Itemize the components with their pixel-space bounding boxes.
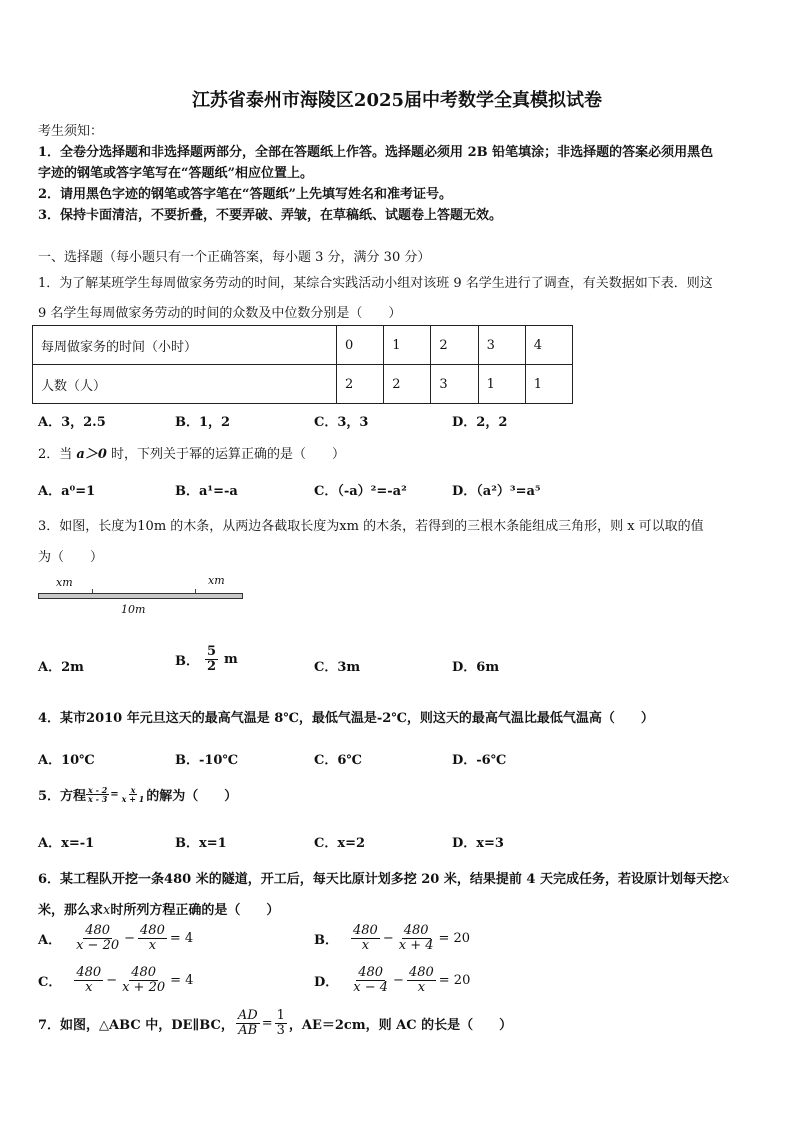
equals-sign: = bbox=[110, 789, 119, 800]
fraction bbox=[351, 924, 380, 952]
q3-option-b-unit: m bbox=[224, 651, 238, 667]
fraction bbox=[351, 966, 390, 994]
q1-option-d[interactable]: D．2，2 bbox=[452, 415, 508, 430]
option-label: A． bbox=[38, 932, 62, 948]
fraction-numerator: 480 bbox=[403, 923, 429, 938]
fraction-numerator: x bbox=[130, 784, 136, 795]
note-1-cont: 字迹的钢笔或答字笔写在“答题纸”相应位置上。 bbox=[38, 166, 313, 181]
q1-stem-cont: 9 名学生每周做家务劳动的时间的众数及中位数分别是（ ） bbox=[38, 306, 402, 321]
fraction bbox=[74, 924, 121, 952]
minus-sign: − bbox=[124, 930, 136, 946]
fraction bbox=[74, 966, 103, 994]
q3-option-d[interactable]: D．6m bbox=[452, 660, 500, 675]
q4-option-b[interactable]: B．-10℃ bbox=[175, 753, 239, 768]
q6-option-b[interactable] bbox=[314, 924, 470, 952]
q5-stem-suffix: 的解为（ ） bbox=[146, 789, 238, 804]
q2-option-a[interactable]: A．a⁰=1 bbox=[38, 484, 96, 499]
fraction-numerator: 480 bbox=[140, 923, 165, 938]
wooden-stick-figure bbox=[38, 593, 243, 599]
fraction-denominator: 2 bbox=[207, 658, 217, 674]
table-cell: 1 bbox=[525, 365, 572, 404]
table-cell: 0 bbox=[337, 326, 384, 365]
q6-stem bbox=[38, 868, 729, 887]
fraction bbox=[275, 1009, 287, 1037]
q3-stem: 3．如图，长度为10m 的木条，从两边各截取长度为xm 的木条，若得到的三根木条能组成三角形，则 x 可以取的值 bbox=[38, 519, 704, 534]
fraction-numerator: 480 bbox=[353, 923, 378, 938]
fraction-denominator: x bbox=[417, 979, 426, 995]
q2-stem bbox=[38, 443, 345, 462]
q3-option-b-label: B． bbox=[175, 653, 199, 669]
fraction-numerator: 480 bbox=[408, 965, 434, 980]
fraction-numerator: AD bbox=[237, 1008, 258, 1023]
fraction bbox=[86, 786, 109, 804]
q3-option-a[interactable]: A．2m bbox=[38, 660, 84, 675]
table-cell: 3 bbox=[478, 326, 525, 365]
q2-option-b[interactable]: B．a¹=-a bbox=[175, 484, 238, 499]
q6-stem-text: 6．某工程队开挖一条480 米的隧道，开工后，每天比原计划多挖 20 米，结果提前 4 天完成任务，若设原计划每天挖 bbox=[38, 872, 722, 887]
fraction-numerator: 1 bbox=[276, 1008, 285, 1023]
fraction-denominator: 3 bbox=[276, 1022, 285, 1038]
table-cell: 2 bbox=[337, 365, 384, 404]
minus-sign: − bbox=[382, 930, 394, 946]
q2-option-c[interactable]: C．（-a）²=-a² bbox=[314, 484, 407, 499]
q6-stem-cont-suffix: 时所列方程正确的是（ ） bbox=[110, 903, 280, 918]
q5-option-d[interactable]: D．x=3 bbox=[452, 836, 504, 851]
q1-table bbox=[32, 325, 573, 404]
option-label: C． bbox=[38, 974, 62, 990]
fraction-denominator: x − 4 bbox=[353, 979, 389, 995]
q5-stem bbox=[38, 785, 237, 804]
q4-option-d[interactable]: D．-6℃ bbox=[452, 753, 507, 768]
q1-option-c[interactable]: C．3，3 bbox=[314, 415, 369, 430]
fraction bbox=[236, 1009, 260, 1037]
table-row bbox=[33, 326, 573, 365]
q1-stem: 1．为了解某班学生每周做家务劳动的时间，某综合实践活动小组对该班 9 名学生进行了调查，有关数据如下表．则这 bbox=[38, 276, 713, 291]
q6-option-a[interactable] bbox=[38, 924, 193, 952]
q5-stem-prefix: 5．方程 bbox=[38, 789, 87, 804]
note-1: 1．全卷分选择题和非选择题两部分，全部在答题纸上作答。选择题必须用 2B 铅笔填涂；非选择题的答案必须用黑色 bbox=[38, 145, 714, 160]
q6-stem-cont-text: 米，那么求 bbox=[38, 903, 104, 918]
fraction-numerator: 480 bbox=[76, 965, 102, 980]
q3-option-b[interactable] bbox=[175, 645, 238, 673]
fraction-denominator: x + 4 bbox=[398, 937, 434, 953]
fraction-denominator: x + 20 bbox=[122, 979, 166, 995]
equation-rhs: = 20 bbox=[438, 972, 471, 988]
figure-label-total: 10m bbox=[121, 603, 146, 616]
q3-option-c[interactable]: C．3m bbox=[314, 660, 361, 675]
q7-stem-suffix: ，AE＝2cm，则 AC 的长是（ ） bbox=[288, 1017, 513, 1033]
fraction-numerator: 480 bbox=[131, 965, 157, 980]
fraction bbox=[397, 924, 436, 952]
fraction-numerator: x - 2 bbox=[88, 784, 108, 795]
q4-option-a[interactable]: A．10℃ bbox=[38, 753, 95, 768]
option-label: D． bbox=[314, 974, 339, 990]
figure-label-right: xm bbox=[208, 574, 225, 587]
table-cell: 1 bbox=[384, 326, 431, 365]
figure-label-left: xm bbox=[56, 576, 73, 589]
q1-option-b[interactable]: B．1，2 bbox=[175, 415, 231, 430]
minus-sign: − bbox=[393, 972, 404, 988]
fraction-numerator: 480 bbox=[85, 923, 111, 938]
q6-variable: x bbox=[721, 872, 730, 887]
equation-rhs: = 20 bbox=[438, 930, 471, 946]
table-cell: 3 bbox=[431, 365, 478, 404]
fraction bbox=[138, 924, 167, 952]
q6-variable: x bbox=[103, 903, 111, 918]
option-label: B． bbox=[314, 932, 338, 948]
equation-rhs: = 4 bbox=[169, 930, 194, 946]
section-heading: 一、选择题（每小题只有一个正确答案，每小题 3 分，满分 30 分） bbox=[38, 250, 431, 265]
q6-option-d[interactable] bbox=[314, 966, 470, 994]
fraction-denominator: x + 1 bbox=[121, 794, 145, 804]
table-cell: 4 bbox=[525, 326, 572, 365]
q5-option-b[interactable]: B．x=1 bbox=[175, 836, 227, 851]
fraction-denominator: x − 20 bbox=[76, 937, 120, 953]
fraction bbox=[120, 966, 167, 994]
fraction bbox=[205, 645, 218, 673]
note-3: 3．保持卡面清洁，不要折叠，不要弄破、弄皱，在草稿纸、试题卷上答题无效。 bbox=[38, 208, 503, 223]
q4-option-c[interactable]: C．6℃ bbox=[314, 753, 362, 768]
table-cell: 每周做家务的时间（小时） bbox=[33, 326, 337, 365]
fraction bbox=[407, 966, 436, 994]
minus-sign: − bbox=[106, 972, 118, 988]
q2-stem-prefix: 2．当 bbox=[38, 447, 77, 462]
q2-condition: a＞0 bbox=[76, 447, 107, 462]
table-cell: 人数（人） bbox=[33, 365, 337, 404]
q7-stem-prefix: 7．如图，△ABC 中，DE∥BC， bbox=[38, 1017, 234, 1033]
page-title: 江苏省泰州市海陵区2025届中考数学全真模拟试卷 bbox=[191, 90, 603, 111]
fraction bbox=[120, 786, 147, 804]
table-cell: 2 bbox=[431, 326, 478, 365]
equation-rhs: = 4 bbox=[170, 972, 194, 988]
q4-stem: 4．某市2010 年元旦这天的最高气温是 8℃，最低气温是-2℃，则这天的最高气温比最低气温高（ ） bbox=[38, 711, 654, 726]
q5-option-c[interactable]: C．x=2 bbox=[314, 836, 366, 851]
q7-stem bbox=[38, 1009, 512, 1037]
table-cell: 1 bbox=[478, 365, 525, 404]
table-row bbox=[33, 365, 573, 404]
fraction-denominator: AB bbox=[238, 1022, 258, 1038]
q6-stem-cont bbox=[38, 899, 279, 918]
note-2: 2．请用黑色字迹的钢笔或答字笔在“答题纸”上先填写姓名和准考证号。 bbox=[38, 187, 453, 202]
q2-stem-suffix: 时，下列关于幂的运算正确的是（ ） bbox=[106, 447, 346, 462]
fraction-numerator: 5 bbox=[207, 644, 217, 659]
q3-stem-cont: 为（ ） bbox=[38, 550, 104, 565]
fraction-denominator: x bbox=[85, 979, 93, 995]
fraction-denominator: x - 3 bbox=[88, 794, 108, 804]
fraction-numerator: 480 bbox=[358, 965, 384, 980]
q2-option-d[interactable]: D．（a²）³=a⁵ bbox=[452, 484, 541, 499]
notes-heading: 考生须知： bbox=[38, 124, 104, 139]
q1-option-a[interactable]: A．3，2.5 bbox=[38, 415, 106, 430]
fraction-denominator: x bbox=[148, 937, 157, 953]
table-cell: 2 bbox=[384, 365, 431, 404]
equals-sign: = bbox=[261, 1015, 273, 1031]
q5-option-a[interactable]: A．x=-1 bbox=[38, 836, 95, 851]
fraction-denominator: x bbox=[361, 937, 370, 953]
q6-option-c[interactable] bbox=[38, 966, 193, 994]
